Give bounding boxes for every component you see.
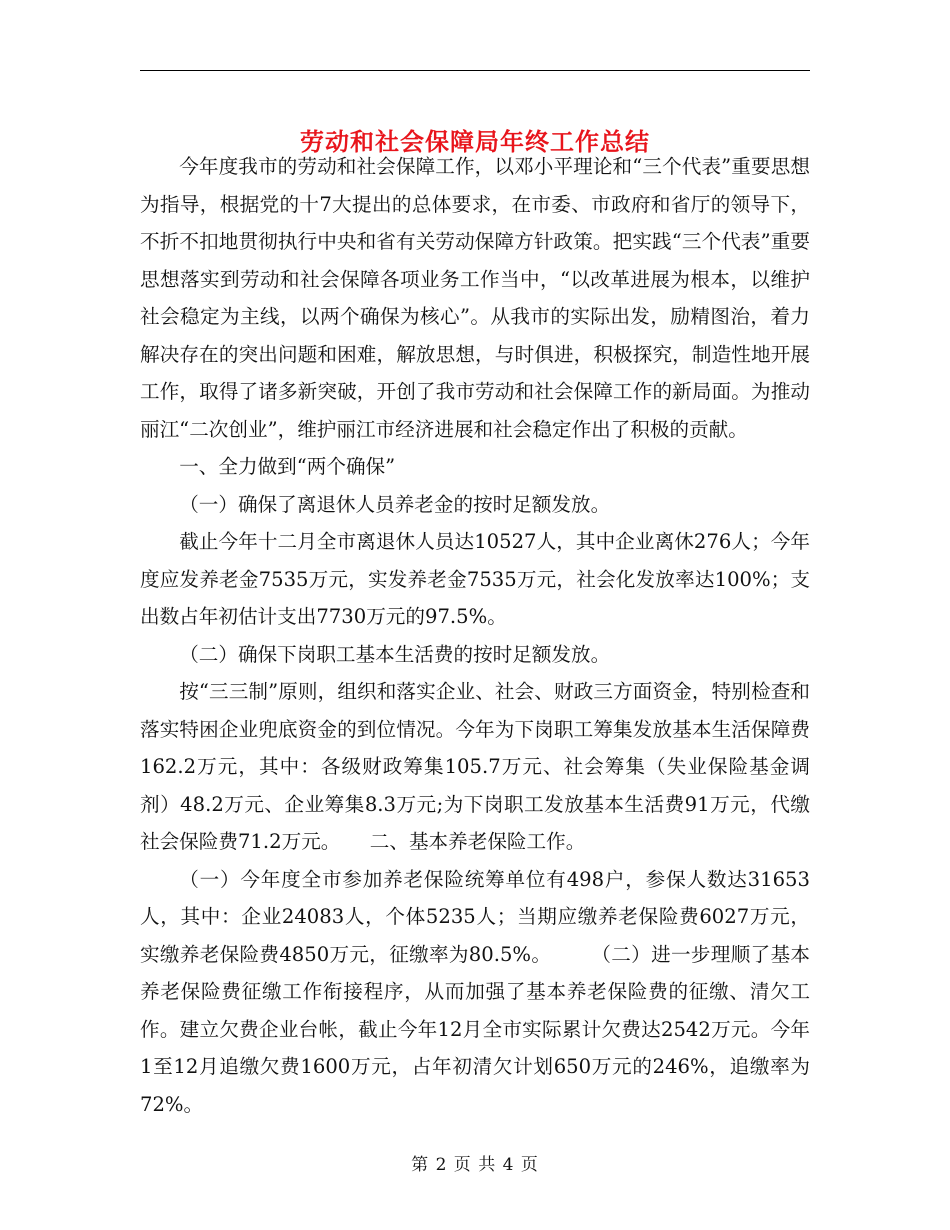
document-body: [140, 148, 810, 1123]
paragraph-laid-off-workers: 按“三三制”原则，组织和落实企业、社会、财政三方面资金，特别检查和落实特困企业兜底资金的到位情况。今年为下岗职工筹集发放基本生活保障费162.2万元，其中：各级财政筹集105.7万元、社会筹集（失业保险基金调剂）48.2万元、企业筹集8.3万元;为下岗职工发放基本生活费91万元，代缴社会保险费71.2万元。 二、基本养老保险工作。: [140, 680, 810, 853]
paragraph-pension-insurance: （一）今年度全市参加养老保险统筹单位有498户，参保人数达31653人，其中：企业24083人，个体5235人；当期应缴养老保险费6027万元，实缴养老保险费4850万元，征缴率为80.5%。 （二）进一步理顺了基本养老保险费征缴工作衔接程序，从而加强了基本养老保险费的征缴、清欠工作。建立欠费企业台帐，截止今年12月全市实际累计欠费达2542万元。今年1至12月追缴欠费1600万元，占年初清欠计划650万元的246%，追缴率为72%。: [140, 867, 810, 1116]
paragraph-intro: 今年度我市的劳动和社会保障工作，以邓小平理论和“三个代表”重要思想为指导，根据党的十7大提出的总体要求，在市委、市政府和省厅的领导下，不折不扣地贯彻执行中央和省有关劳动保障方针政策。把实践“三个代表”重要思想落实到劳动和社会保障各项业务工作当中，“以改革进展为根本，以维护社会稳定为主线，以两个确保为核心”。从我市的实际出发，励精图治，着力解决存在的突出问题和困难，解放思想，与时俱进，积极探究，制造性地开展工作，取得了诸多新突破，开创了我市劳动和社会保障工作的新局面。为推动丽江“二次创业”，维护丽江市经济进展和社会稳定作出了积极的贡献。: [140, 155, 810, 441]
header-rule: [140, 70, 810, 71]
document-title: 劳动和社会保障局年终工作总结: [300, 127, 650, 157]
subsection-heading-1-1: （一）确保了离退休人员养老金的按时足额发放。: [179, 492, 611, 516]
subsection-heading-1-2: （二）确保下岗职工基本生活费的按时足额发放。: [179, 642, 611, 666]
section-heading-1: 一、全力做到“两个确保”: [179, 455, 396, 478]
page-number: 第 2 页 共 4 页: [411, 1155, 539, 1175]
paragraph-retirees: 截止今年十二月全市离退休人员达10527人，其中企业离休276人；今年度应发养老金7535万元，实发养老金7535万元，社会化发放率达100%；支出数占年初估计支出7730万元的97.5%。: [140, 530, 810, 628]
